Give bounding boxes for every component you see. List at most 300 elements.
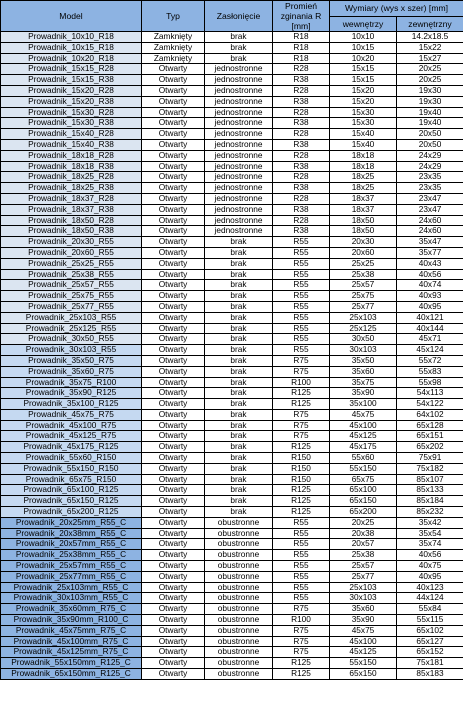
table-row bbox=[1, 355, 463, 366]
cell-wewnetrzny: 35x50 bbox=[330, 355, 397, 366]
cell-zaslonięcie: obustronne bbox=[205, 561, 273, 572]
cell-zaslonięcie: brak bbox=[205, 388, 273, 399]
cell-zewnetrzny: 14.2x18.5 bbox=[397, 32, 463, 43]
cell-typ: Otwarty bbox=[142, 107, 205, 118]
cell-zewnetrzny: 40x123 bbox=[397, 582, 463, 593]
cell-zewnetrzny: 20x25 bbox=[397, 75, 463, 86]
cell-zaslonięcie: obustronne bbox=[205, 571, 273, 582]
cell-zewnetrzny: 45x71 bbox=[397, 334, 463, 345]
cell-typ: Zamknięty bbox=[142, 42, 205, 53]
cell-model: Prowadnik_15x30_R28 bbox=[1, 107, 142, 118]
cell-zaslonięcie: jednostronne bbox=[205, 161, 273, 172]
table-row bbox=[1, 550, 463, 561]
cell-promien: R38 bbox=[273, 96, 330, 107]
cell-typ: Otwarty bbox=[142, 334, 205, 345]
cell-zaslonięcie: jednostronne bbox=[205, 193, 273, 204]
cell-zewnetrzny: 55x98 bbox=[397, 377, 463, 388]
cell-zaslonięcie: brak bbox=[205, 453, 273, 464]
cell-typ: Zamknięty bbox=[142, 32, 205, 43]
cell-typ: Otwarty bbox=[142, 431, 205, 442]
cell-promien: R55 bbox=[273, 301, 330, 312]
cell-typ: Otwarty bbox=[142, 64, 205, 75]
cell-promien: R55 bbox=[273, 561, 330, 572]
cell-model: Prowadnik_25x75_R55 bbox=[1, 291, 142, 302]
cell-typ: Otwarty bbox=[142, 463, 205, 474]
cell-promien: R75 bbox=[273, 420, 330, 431]
cell-promien: R55 bbox=[273, 582, 330, 593]
cell-promien: R55 bbox=[273, 269, 330, 280]
cell-promien: R100 bbox=[273, 377, 330, 388]
cell-promien: R150 bbox=[273, 463, 330, 474]
table-row bbox=[1, 183, 463, 194]
cell-zewnetrzny: 24x60 bbox=[397, 226, 463, 237]
cell-wewnetrzny: 15x30 bbox=[330, 118, 397, 129]
cell-promien: R18 bbox=[273, 32, 330, 43]
cell-typ: Otwarty bbox=[142, 280, 205, 291]
cell-wewnetrzny: 45x100 bbox=[330, 420, 397, 431]
cell-zewnetrzny: 24x60 bbox=[397, 215, 463, 226]
table-row bbox=[1, 215, 463, 226]
cell-wewnetrzny: 20x57 bbox=[330, 539, 397, 550]
cell-typ: Otwarty bbox=[142, 528, 205, 539]
table-row bbox=[1, 226, 463, 237]
cell-wewnetrzny: 18x18 bbox=[330, 150, 397, 161]
cell-zewnetrzny: 19x30 bbox=[397, 85, 463, 96]
cell-wewnetrzny: 25x57 bbox=[330, 280, 397, 291]
cell-model: Prowadnik_55x150mm_R125_C bbox=[1, 658, 142, 669]
cell-wewnetrzny: 18x50 bbox=[330, 215, 397, 226]
table-row bbox=[1, 636, 463, 647]
cell-model: Prowadnik_25x57mm_R55_C bbox=[1, 561, 142, 572]
cell-typ: Otwarty bbox=[142, 571, 205, 582]
cell-typ: Otwarty bbox=[142, 669, 205, 680]
cell-typ: Otwarty bbox=[142, 474, 205, 485]
cell-zaslonięcie: obustronne bbox=[205, 615, 273, 626]
header-promien: Promień zginania R [mm] bbox=[273, 1, 330, 32]
cell-typ: Otwarty bbox=[142, 118, 205, 129]
cell-typ: Otwarty bbox=[142, 226, 205, 237]
cell-zewnetrzny: 65x128 bbox=[397, 420, 463, 431]
cell-zaslonięcie: brak bbox=[205, 377, 273, 388]
cell-zewnetrzny: 54x122 bbox=[397, 399, 463, 410]
cell-typ: Otwarty bbox=[142, 615, 205, 626]
cell-typ: Otwarty bbox=[142, 193, 205, 204]
cell-promien: R28 bbox=[273, 150, 330, 161]
cell-zewnetrzny: 35x47 bbox=[397, 237, 463, 248]
cell-typ: Otwarty bbox=[142, 85, 205, 96]
cell-zaslonięcie: obustronne bbox=[205, 517, 273, 528]
table-row bbox=[1, 485, 463, 496]
cell-promien: R55 bbox=[273, 291, 330, 302]
cell-wewnetrzny: 18x50 bbox=[330, 226, 397, 237]
table-body bbox=[1, 32, 463, 680]
cell-model: Prowadnik_65x150_R125 bbox=[1, 496, 142, 507]
cell-promien: R150 bbox=[273, 474, 330, 485]
cell-typ: Otwarty bbox=[142, 161, 205, 172]
cell-zaslonięcie: obustronne bbox=[205, 593, 273, 604]
cell-wewnetrzny: 65x75 bbox=[330, 474, 397, 485]
cell-promien: R55 bbox=[273, 312, 330, 323]
cell-promien: R100 bbox=[273, 615, 330, 626]
table-row bbox=[1, 96, 463, 107]
header-wewnetrzny: wewnętrzy bbox=[330, 16, 397, 32]
cell-zewnetrzny: 40x93 bbox=[397, 291, 463, 302]
table-row bbox=[1, 496, 463, 507]
cell-zaslonięcie: jednostronne bbox=[205, 85, 273, 96]
cell-wewnetrzny: 35x60 bbox=[330, 366, 397, 377]
cell-zaslonięcie: brak bbox=[205, 496, 273, 507]
cell-model: Prowadnik_18x50_R28 bbox=[1, 215, 142, 226]
cell-wewnetrzny: 35x90 bbox=[330, 388, 397, 399]
cell-zaslonięcie: jednostronne bbox=[205, 204, 273, 215]
cell-wewnetrzny: 65x200 bbox=[330, 507, 397, 518]
cell-zaslonięcie: obustronne bbox=[205, 582, 273, 593]
cell-wewnetrzny: 18x37 bbox=[330, 193, 397, 204]
cell-wewnetrzny: 18x18 bbox=[330, 161, 397, 172]
cell-model: Prowadnik_65x75_R150 bbox=[1, 474, 142, 485]
cell-promien: R55 bbox=[273, 323, 330, 334]
cell-wewnetrzny: 25x38 bbox=[330, 269, 397, 280]
cell-zewnetrzny: 75x181 bbox=[397, 658, 463, 669]
cell-model: Prowadnik_25x103_R55 bbox=[1, 312, 142, 323]
cell-zewnetrzny: 20x25 bbox=[397, 64, 463, 75]
table-row bbox=[1, 312, 463, 323]
cell-promien: R38 bbox=[273, 118, 330, 129]
cell-zewnetrzny: 23x47 bbox=[397, 204, 463, 215]
cell-model: Prowadnik_25x77_R55 bbox=[1, 301, 142, 312]
cell-model: Prowadnik_20x30_R55 bbox=[1, 237, 142, 248]
header-zewnetrzny: zewnętrzny bbox=[397, 16, 463, 32]
cell-wewnetrzny: 25x38 bbox=[330, 550, 397, 561]
cell-promien: R38 bbox=[273, 183, 330, 194]
table-row bbox=[1, 453, 463, 464]
cell-promien: R125 bbox=[273, 399, 330, 410]
table-row bbox=[1, 388, 463, 399]
cell-model: Prowadnik_45x125mm_R75_C bbox=[1, 647, 142, 658]
table-row bbox=[1, 528, 463, 539]
cell-zewnetrzny: 24x29 bbox=[397, 161, 463, 172]
cell-wewnetrzny: 20x38 bbox=[330, 528, 397, 539]
cell-zewnetrzny: 40x121 bbox=[397, 312, 463, 323]
cell-model: Prowadnik_18x25_R38 bbox=[1, 183, 142, 194]
cell-typ: Otwarty bbox=[142, 409, 205, 420]
cell-zewnetrzny: 23x47 bbox=[397, 193, 463, 204]
cell-typ: Otwarty bbox=[142, 215, 205, 226]
cell-promien: R28 bbox=[273, 85, 330, 96]
cell-zaslonięcie: brak bbox=[205, 269, 273, 280]
cell-wewnetrzny: 10x15 bbox=[330, 42, 397, 53]
cell-wewnetrzny: 45x100 bbox=[330, 636, 397, 647]
cell-zaslonięcie: jednostronne bbox=[205, 172, 273, 183]
table-row bbox=[1, 658, 463, 669]
cell-typ: Otwarty bbox=[142, 647, 205, 658]
cell-zaslonięcie: obustronne bbox=[205, 636, 273, 647]
cell-wewnetrzny: 15x40 bbox=[330, 139, 397, 150]
cell-typ: Otwarty bbox=[142, 96, 205, 107]
cell-model: Prowadnik_20x60_R55 bbox=[1, 247, 142, 258]
cell-zaslonięcie: brak bbox=[205, 463, 273, 474]
table-row bbox=[1, 593, 463, 604]
cell-model: Prowadnik_30x103mm_R55_C bbox=[1, 593, 142, 604]
cell-promien: R55 bbox=[273, 345, 330, 356]
cell-promien: R75 bbox=[273, 431, 330, 442]
cell-typ: Otwarty bbox=[142, 561, 205, 572]
cell-wewnetrzny: 18x25 bbox=[330, 183, 397, 194]
cell-zewnetrzny: 40x56 bbox=[397, 269, 463, 280]
cell-wewnetrzny: 55x150 bbox=[330, 658, 397, 669]
cell-model: Prowadnik_35x75_R100 bbox=[1, 377, 142, 388]
cell-typ: Otwarty bbox=[142, 269, 205, 280]
cell-promien: R55 bbox=[273, 550, 330, 561]
cell-model: Prowadnik_45x100mm_R75_C bbox=[1, 636, 142, 647]
cell-model: Prowadnik_20x25mm_R55_C bbox=[1, 517, 142, 528]
cell-zewnetrzny: 85x184 bbox=[397, 496, 463, 507]
table-row bbox=[1, 409, 463, 420]
table-row bbox=[1, 669, 463, 680]
cell-zewnetrzny: 55x72 bbox=[397, 355, 463, 366]
cell-wewnetrzny: 20x30 bbox=[330, 237, 397, 248]
cell-model: Prowadnik_45x75_R75 bbox=[1, 409, 142, 420]
table-row bbox=[1, 539, 463, 550]
cell-typ: Otwarty bbox=[142, 75, 205, 86]
cell-typ: Otwarty bbox=[142, 442, 205, 453]
cell-promien: R75 bbox=[273, 636, 330, 647]
cell-zaslonięcie: brak bbox=[205, 345, 273, 356]
cell-zaslonięcie: jednostronne bbox=[205, 129, 273, 140]
cell-wewnetrzny: 25x103 bbox=[330, 312, 397, 323]
cell-zaslonięcie: brak bbox=[205, 431, 273, 442]
table-row bbox=[1, 75, 463, 86]
cell-zaslonięcie: jednostronne bbox=[205, 64, 273, 75]
cell-wewnetrzny: 25x103 bbox=[330, 582, 397, 593]
cell-zewnetrzny: 40x56 bbox=[397, 550, 463, 561]
table-row bbox=[1, 377, 463, 388]
cell-typ: Otwarty bbox=[142, 150, 205, 161]
cell-promien: R125 bbox=[273, 388, 330, 399]
table-row bbox=[1, 258, 463, 269]
cell-typ: Otwarty bbox=[142, 355, 205, 366]
cell-typ: Otwarty bbox=[142, 507, 205, 518]
cell-model: Prowadnik_35x100_R125 bbox=[1, 399, 142, 410]
cell-wewnetrzny: 45x125 bbox=[330, 647, 397, 658]
cell-promien: R28 bbox=[273, 193, 330, 204]
cell-wewnetrzny: 45x175 bbox=[330, 442, 397, 453]
cell-zewnetrzny: 35x74 bbox=[397, 539, 463, 550]
cell-zewnetrzny: 85x232 bbox=[397, 507, 463, 518]
cell-typ: Otwarty bbox=[142, 625, 205, 636]
cell-zaslonięcie: brak bbox=[205, 334, 273, 345]
cell-zewnetrzny: 15x22 bbox=[397, 42, 463, 53]
cell-zewnetrzny: 35x77 bbox=[397, 247, 463, 258]
cell-wewnetrzny: 35x90 bbox=[330, 615, 397, 626]
cell-model: Prowadnik_15x40_R38 bbox=[1, 139, 142, 150]
cell-zewnetrzny: 75x91 bbox=[397, 453, 463, 464]
cell-wewnetrzny: 15x20 bbox=[330, 85, 397, 96]
cell-model: Prowadnik_18x25_R28 bbox=[1, 172, 142, 183]
cell-wewnetrzny: 25x77 bbox=[330, 301, 397, 312]
cell-wewnetrzny: 15x15 bbox=[330, 64, 397, 75]
cell-zewnetrzny: 35x54 bbox=[397, 528, 463, 539]
table-row bbox=[1, 571, 463, 582]
cell-zaslonięcie: brak bbox=[205, 237, 273, 248]
cell-typ: Otwarty bbox=[142, 345, 205, 356]
cell-typ: Otwarty bbox=[142, 291, 205, 302]
cell-zaslonięcie: obustronne bbox=[205, 658, 273, 669]
cell-model: Prowadnik_55x60_R150 bbox=[1, 453, 142, 464]
cell-zaslonięcie: obustronne bbox=[205, 604, 273, 615]
cell-promien: R55 bbox=[273, 258, 330, 269]
cell-model: Prowadnik_25x77mm_R55_C bbox=[1, 571, 142, 582]
table-row bbox=[1, 204, 463, 215]
cell-model: Prowadnik_10x10_R18 bbox=[1, 32, 142, 43]
cell-zewnetrzny: 45x124 bbox=[397, 345, 463, 356]
cell-wewnetrzny: 20x60 bbox=[330, 247, 397, 258]
table-row bbox=[1, 161, 463, 172]
table-row bbox=[1, 237, 463, 248]
cell-zewnetrzny: 20x50 bbox=[397, 129, 463, 140]
cell-typ: Otwarty bbox=[142, 301, 205, 312]
cell-zewnetrzny: 64x102 bbox=[397, 409, 463, 420]
cell-typ: Otwarty bbox=[142, 204, 205, 215]
cell-promien: R18 bbox=[273, 42, 330, 53]
cell-wewnetrzny: 35x100 bbox=[330, 399, 397, 410]
table-row bbox=[1, 247, 463, 258]
table-row bbox=[1, 32, 463, 43]
table-row bbox=[1, 366, 463, 377]
cell-promien: R28 bbox=[273, 172, 330, 183]
cell-zaslonięcie: brak bbox=[205, 280, 273, 291]
table-row bbox=[1, 625, 463, 636]
cell-model: Prowadnik_35x90_R125 bbox=[1, 388, 142, 399]
table-row bbox=[1, 647, 463, 658]
table-row bbox=[1, 474, 463, 485]
header-model: Model bbox=[1, 1, 142, 32]
cell-model: Prowadnik_65x100_R125 bbox=[1, 485, 142, 496]
cell-promien: R55 bbox=[273, 334, 330, 345]
table-row bbox=[1, 561, 463, 572]
cell-model: Prowadnik_18x18_R38 bbox=[1, 161, 142, 172]
cell-zaslonięcie: brak bbox=[205, 291, 273, 302]
table-row bbox=[1, 517, 463, 528]
cell-typ: Otwarty bbox=[142, 485, 205, 496]
cell-zaslonięcie: brak bbox=[205, 409, 273, 420]
cell-zewnetrzny: 24x29 bbox=[397, 150, 463, 161]
cell-zaslonięcie: brak bbox=[205, 355, 273, 366]
table-row bbox=[1, 280, 463, 291]
cell-zewnetrzny: 55x83 bbox=[397, 366, 463, 377]
cell-typ: Otwarty bbox=[142, 658, 205, 669]
cell-zewnetrzny: 23x35 bbox=[397, 172, 463, 183]
cell-typ: Otwarty bbox=[142, 399, 205, 410]
table-row bbox=[1, 64, 463, 75]
cell-promien: R75 bbox=[273, 625, 330, 636]
table-row bbox=[1, 291, 463, 302]
cell-typ: Otwarty bbox=[142, 366, 205, 377]
cell-zaslonięcie: obustronne bbox=[205, 539, 273, 550]
table-row bbox=[1, 420, 463, 431]
cell-wewnetrzny: 15x15 bbox=[330, 75, 397, 86]
cell-promien: R75 bbox=[273, 366, 330, 377]
cell-model: Prowadnik_45x175_R125 bbox=[1, 442, 142, 453]
cell-zaslonięcie: jednostronne bbox=[205, 150, 273, 161]
cell-model: Prowadnik_18x50_R38 bbox=[1, 226, 142, 237]
header-wymiary: Wymiary (wys x szer) [mm] bbox=[330, 1, 463, 17]
table-row bbox=[1, 334, 463, 345]
cell-promien: R55 bbox=[273, 280, 330, 291]
cell-typ: Otwarty bbox=[142, 323, 205, 334]
cell-promien: R55 bbox=[273, 571, 330, 582]
table-row bbox=[1, 345, 463, 356]
cell-wewnetrzny: 45x75 bbox=[330, 625, 397, 636]
cell-wewnetrzny: 25x25 bbox=[330, 258, 397, 269]
cell-wewnetrzny: 20x25 bbox=[330, 517, 397, 528]
cell-promien: R55 bbox=[273, 517, 330, 528]
cell-zewnetrzny: 19x40 bbox=[397, 118, 463, 129]
cell-zaslonięcie: jednostronne bbox=[205, 226, 273, 237]
cell-wewnetrzny: 55x150 bbox=[330, 463, 397, 474]
cell-model: Prowadnik_15x40_R28 bbox=[1, 129, 142, 140]
cell-wewnetrzny: 65x150 bbox=[330, 496, 397, 507]
cell-promien: R55 bbox=[273, 593, 330, 604]
table-row bbox=[1, 269, 463, 280]
cell-zewnetrzny: 19x30 bbox=[397, 96, 463, 107]
cell-typ: Otwarty bbox=[142, 593, 205, 604]
cell-model: Prowadnik_18x18_R28 bbox=[1, 150, 142, 161]
table-row bbox=[1, 42, 463, 53]
cell-wewnetrzny: 18x25 bbox=[330, 172, 397, 183]
cell-model: Prowadnik_35x90mm_R100_C bbox=[1, 615, 142, 626]
cell-model: Prowadnik_25x38mm_R55_C bbox=[1, 550, 142, 561]
table-row bbox=[1, 107, 463, 118]
table-row bbox=[1, 582, 463, 593]
cell-wewnetrzny: 30x103 bbox=[330, 345, 397, 356]
table-row bbox=[1, 604, 463, 615]
cell-promien: R125 bbox=[273, 658, 330, 669]
cell-model: Prowadnik_55x150_R150 bbox=[1, 463, 142, 474]
cell-model: Prowadnik_35x60mm_R75_C bbox=[1, 604, 142, 615]
cell-wewnetrzny: 18x37 bbox=[330, 204, 397, 215]
cell-promien: R18 bbox=[273, 53, 330, 64]
cell-promien: R125 bbox=[273, 485, 330, 496]
cell-zaslonięcie: brak bbox=[205, 247, 273, 258]
cell-promien: R75 bbox=[273, 409, 330, 420]
cell-zaslonięcie: obustronne bbox=[205, 647, 273, 658]
cell-wewnetrzny: 45x75 bbox=[330, 409, 397, 420]
cell-zaslonięcie: obustronne bbox=[205, 550, 273, 561]
cell-zewnetrzny: 85x133 bbox=[397, 485, 463, 496]
cell-wewnetrzny: 25x57 bbox=[330, 561, 397, 572]
cell-promien: R55 bbox=[273, 247, 330, 258]
cell-wewnetrzny: 35x75 bbox=[330, 377, 397, 388]
cell-promien: R75 bbox=[273, 355, 330, 366]
cell-model: Prowadnik_65x200_R125 bbox=[1, 507, 142, 518]
cell-zaslonięcie: brak bbox=[205, 32, 273, 43]
cell-promien: R125 bbox=[273, 669, 330, 680]
table-row bbox=[1, 85, 463, 96]
cell-zaslonięcie: brak bbox=[205, 399, 273, 410]
cell-zewnetrzny: 65x127 bbox=[397, 636, 463, 647]
cell-zaslonięcie: brak bbox=[205, 442, 273, 453]
cell-typ: Otwarty bbox=[142, 172, 205, 183]
cell-zaslonięcie: brak bbox=[205, 42, 273, 53]
cell-wewnetrzny: 35x60 bbox=[330, 604, 397, 615]
cell-zaslonięcie: brak bbox=[205, 366, 273, 377]
cell-zewnetrzny: 40x95 bbox=[397, 571, 463, 582]
cell-zewnetrzny: 40x43 bbox=[397, 258, 463, 269]
cell-typ: Otwarty bbox=[142, 517, 205, 528]
cell-typ: Otwarty bbox=[142, 539, 205, 550]
table-row bbox=[1, 118, 463, 129]
